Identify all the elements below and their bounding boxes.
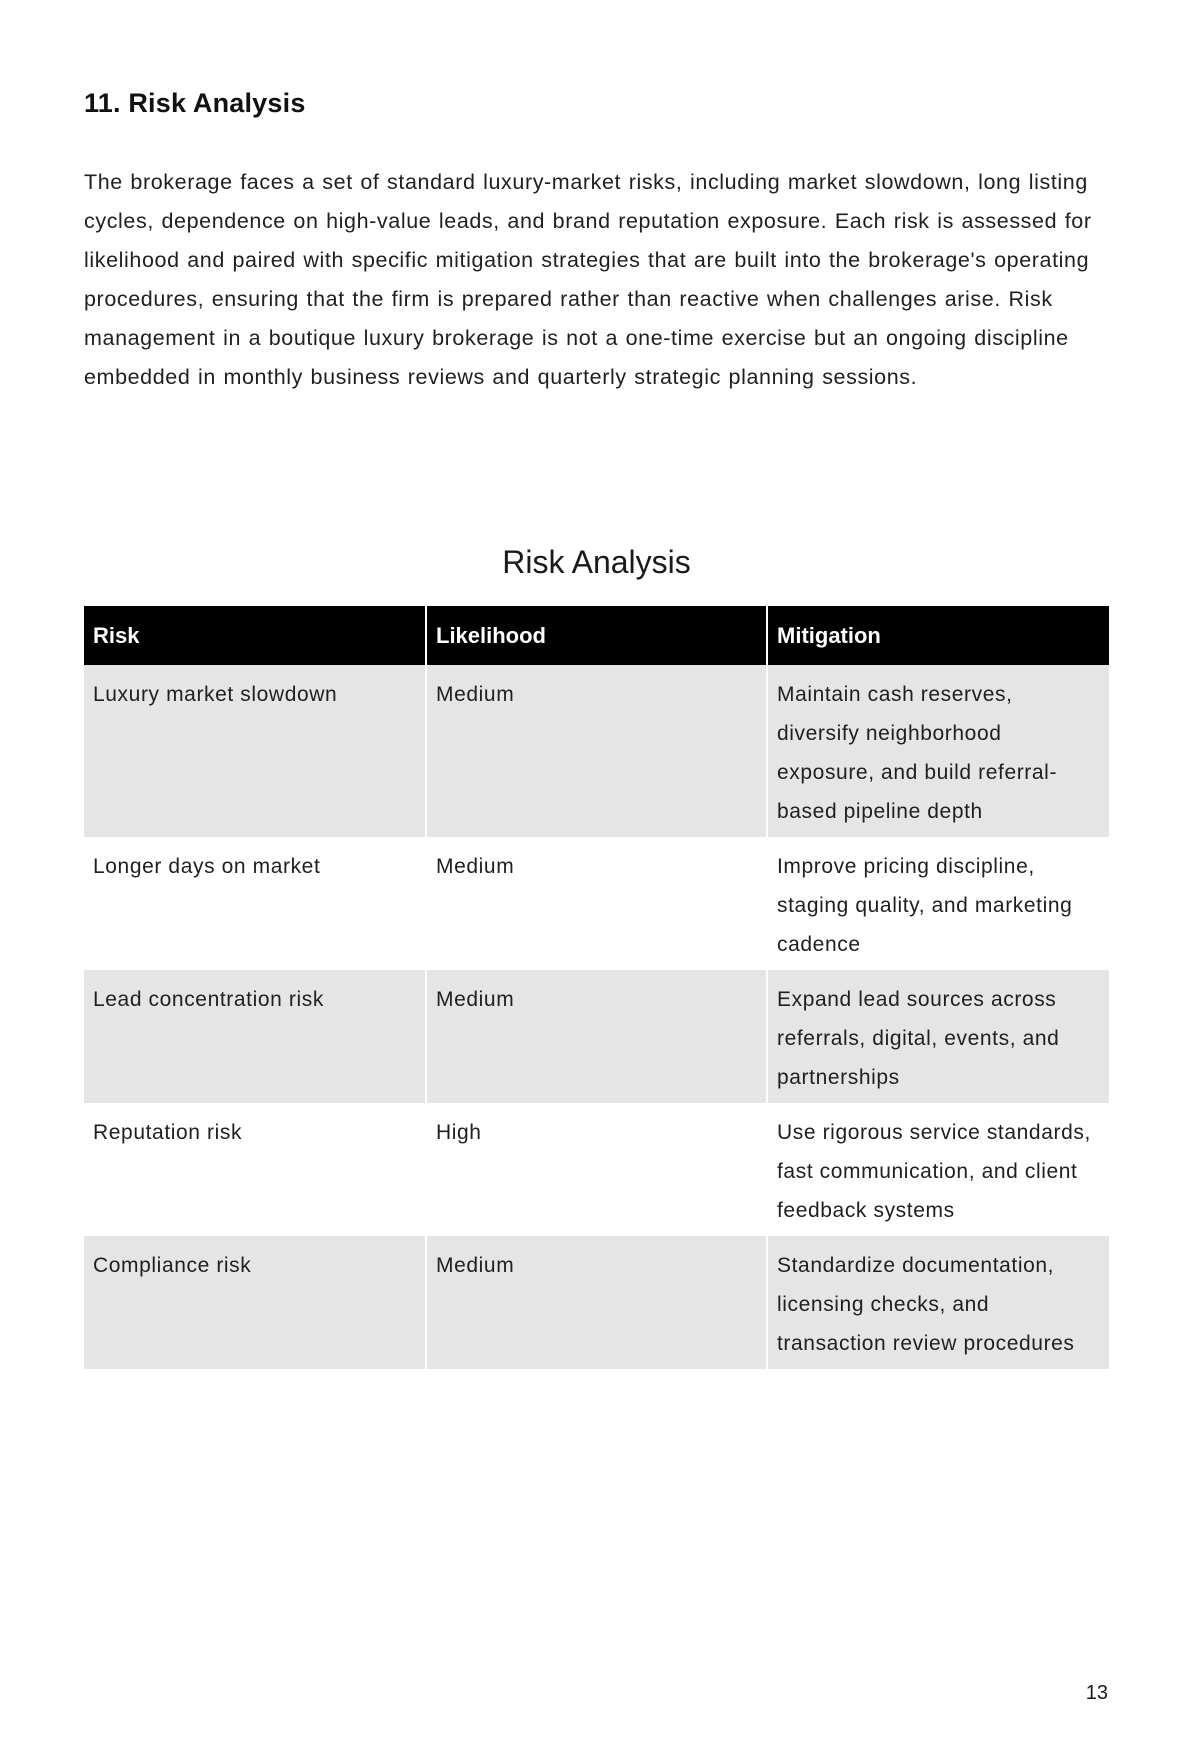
likelihood-cell: Medium <box>426 837 767 970</box>
mitigation-cell: Use rigorous service standards, fast communication, and client feedback systems <box>777 1121 1091 1222</box>
table-title: Risk Analysis <box>502 544 691 580</box>
section-heading: 11. Risk Analysis <box>84 88 306 118</box>
likelihood-cell: High <box>426 1103 767 1236</box>
column-header-risk: Risk <box>84 606 426 665</box>
likelihood-cell: Medium <box>426 1236 767 1369</box>
risk-cell: Reputation risk <box>84 1103 426 1236</box>
intro-paragraph: The brokerage faces a set of standard luxury-market risks, including market slowdown, long listing cycles, dependence on high-value leads, and brand reputation exposure. Each risk is assessed for likelihood and paired with specific mitigation strategies that are built into the brokerage's operating procedures, ensuring that the firm is prepared rather than reactive when challenges arise. Risk management in a boutique luxury brokerage is not a one-time exercise but an ongoing discipline embedded in monthly business reviews and quarterly strategic planning sessions. <box>84 170 1092 389</box>
table-row <box>84 837 1109 970</box>
risk-cell: Lead concentration risk <box>84 970 426 1103</box>
risk-cell: Longer days on market <box>84 837 426 970</box>
mitigation-cell: Standardize documentation, licensing checks, and transaction review procedures <box>767 1236 1109 1369</box>
column-header-likelihood: Likelihood <box>426 606 767 665</box>
risk-table <box>84 606 1109 1369</box>
column-header-mitigation: Mitigation <box>767 606 1109 665</box>
table-header-row <box>84 606 1109 665</box>
risk-cell: Luxury market slowdown <box>84 665 426 837</box>
page-number: 13 <box>1085 1682 1108 1704</box>
table-row <box>84 1103 1109 1236</box>
mitigation-cell: Maintain cash reserves, diversify neighborhood exposure, and build referral-based pipeline depth <box>767 665 1109 837</box>
risk-cell: Compliance risk <box>84 1236 426 1369</box>
mitigation-cell: Improve pricing discipline, staging quality, and marketing cadence <box>777 855 1073 956</box>
likelihood-cell: Medium <box>426 665 767 837</box>
mitigation-cell: Expand lead sources across referrals, digital, events, and partnerships <box>767 970 1109 1103</box>
table-row <box>84 665 1109 837</box>
likelihood-cell: Medium <box>426 970 767 1103</box>
table-row <box>84 970 1109 1103</box>
table-row <box>84 1236 1109 1369</box>
